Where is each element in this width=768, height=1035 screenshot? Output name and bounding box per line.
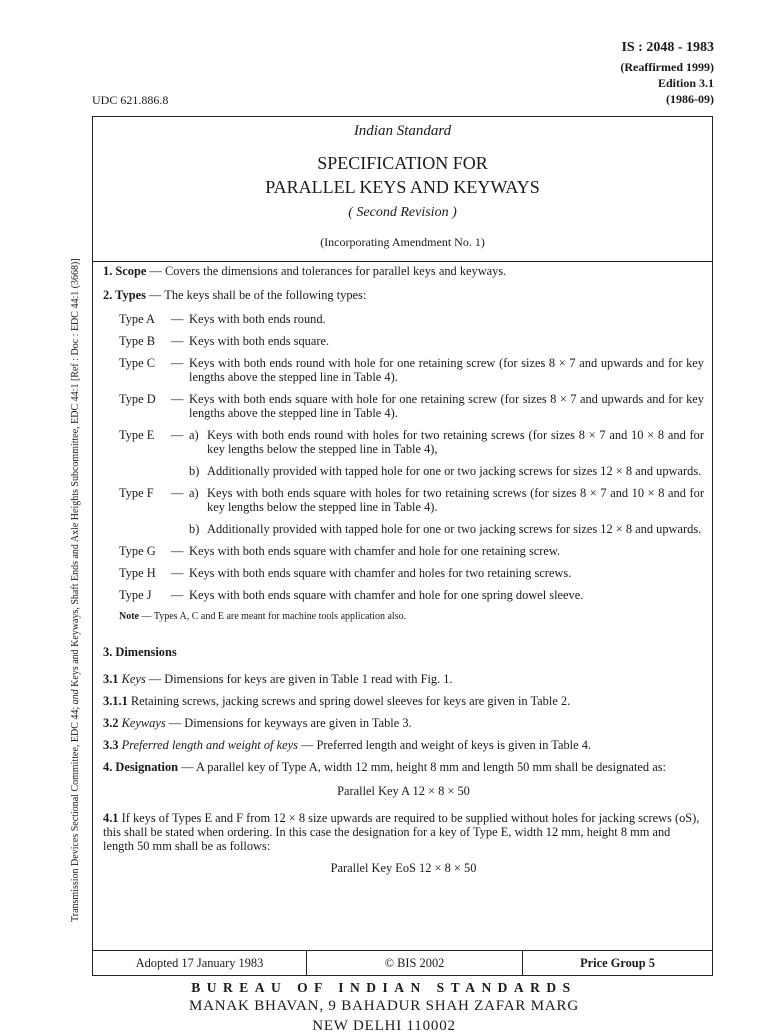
type-row (103, 428, 704, 456)
type-description: Keys with both ends square with chamfer and holes for two retaining screws. (189, 566, 572, 580)
clause-3-1-1 (103, 694, 704, 708)
clause-title: Preferred length and weight of keys (121, 738, 298, 752)
amendment-label: (Incorporating Amendment No. 1) (320, 235, 485, 249)
clause-text: If keys of Types E and F from 12 × 8 size upwards are required to be supplied without holes for jacking screws (oS), this shall be stated when ordering. In this case the designation for a key of Type E, width 12 mm, height 8 mm and length 50 mm shall be as follows: (103, 811, 700, 853)
type-dash: — (171, 334, 184, 348)
clause-number: 3.1 (103, 672, 119, 686)
type-description: Additionally provided with tapped hole for one or two jacking screws for sizes 12 × 8 and upwards. (207, 522, 702, 536)
dimensions-heading-text: 3. Dimensions (103, 645, 177, 659)
scope-text: — Covers the dimensions and tolerances for parallel keys and keyways. (146, 264, 507, 278)
type-dash: — (171, 356, 184, 370)
edition-label: Edition 3.1 (657, 76, 714, 90)
clause-number: 4.1 (103, 811, 119, 825)
type-description: Keys with both ends square with chamfer and hole for one spring dowel sleeve. (189, 588, 584, 602)
note-label: Note (119, 611, 139, 622)
type-row (103, 486, 704, 514)
designation-example: Parallel Key EoS 12 × 8 × 50 (330, 861, 477, 875)
designation-heading: 4. Designation (103, 760, 179, 774)
clause-number: 3.3 (103, 738, 119, 752)
revision-label: ( Second Revision ) (348, 205, 457, 220)
type-row (103, 522, 704, 536)
type-row (103, 356, 704, 384)
type-label: Type B (119, 334, 155, 348)
document-body (103, 264, 704, 875)
type-label: Type F (119, 486, 154, 500)
sub-item-label: b) (189, 522, 200, 536)
type-description: Additionally provided with tapped hole for one or two jacking screws for sizes 12 × 8 and upwards. (207, 464, 702, 478)
type-description: Keys with both ends round with hole for one retaining screw (for sizes 8 × 7 and upwards and for key lengths above the stepped line in Table 4). (189, 356, 704, 384)
clause-title: Keys (121, 672, 146, 686)
type-row (103, 544, 704, 558)
type-label: Type D (119, 392, 156, 406)
clause-3-1 (103, 672, 704, 686)
type-dash: — (171, 486, 184, 500)
clause-text: — Preferred length and weight of keys is given in Table 4. (297, 738, 592, 752)
committee-side-text (70, 150, 82, 922)
type-label: Type G (119, 544, 156, 558)
clause-text: — Dimensions for keyways are given in Table 3. (165, 716, 412, 730)
type-dash: — (171, 392, 184, 406)
type-description: Keys with both ends round. (189, 312, 326, 326)
standard-number: IS : 2048 - 1983 (621, 40, 714, 55)
designation-paragraph (103, 760, 704, 774)
clause-text: — Dimensions for keys are given in Table 1 read with Fig. 1. (145, 672, 453, 686)
types-intro (103, 288, 704, 302)
type-description: Keys with both ends round with holes for two retaining screws (for sizes 8 × 7 and 10 × 8 and for key lengths below the stepped line in Table 4), (207, 428, 704, 456)
edition-date: (1986-09) (666, 92, 714, 106)
scope-heading: 1. Scope (103, 264, 147, 278)
sub-item-label: b) (189, 464, 200, 478)
type-dash: — (171, 544, 184, 558)
type-dash: — (171, 428, 184, 442)
type-description: Keys with both ends square. (189, 334, 330, 348)
publisher-address-line-1: MANAK BHAVAN, 9 BAHADUR SHAH ZAFAR MARG (189, 998, 579, 1014)
title-line-2: PARALLEL KEYS AND KEYWAYS (265, 177, 540, 197)
side-text-part2: Keys and Keyways, Shaft Ends and Axle Heights Subcommittee, EDC 44:1 [Ref : Doc : EDC 44:1 (3668)] (70, 258, 81, 690)
sub-item-label: a) (189, 428, 199, 442)
type-label: Type C (119, 356, 155, 370)
clause-number: 3.2 (103, 716, 119, 730)
clause-number: 3.1.1 (103, 694, 128, 708)
clause-3-2 (103, 716, 704, 730)
standard-kicker: Indian Standard (353, 123, 452, 139)
document-title (93, 151, 712, 199)
type-description: Keys with both ends square with holes for two retaining screws (for sizes 8 × 7 and 10 × 8 and for key lengths below the stepped line in Table 4). (207, 486, 704, 514)
clause-3-3 (103, 738, 704, 752)
clause-title: Keyways (121, 716, 166, 730)
standard-frame (92, 116, 713, 976)
type-description: Keys with both ends square with chamfer and hole for one retaining screw. (189, 544, 561, 558)
type-label: Type E (119, 428, 155, 442)
type-label: Type J (119, 588, 152, 602)
clause-text: Retaining screws, jacking screws and spring dowel sleeves for keys are given in Table 2. (127, 694, 571, 708)
type-dash: — (171, 566, 184, 580)
designation-text: — A parallel key of Type A, width 12 mm, height 8 mm and length 50 mm shall be designated as: (178, 760, 666, 774)
type-row (103, 392, 704, 420)
clause-4-1 (103, 811, 704, 853)
reaffirmed-note: (Reaffirmed 1999) (620, 60, 714, 74)
publisher-address-line-2: NEW DELHI 110002 (312, 1018, 456, 1034)
types-heading: 2. Types (103, 288, 146, 302)
side-text-and: and (70, 689, 81, 705)
type-row (103, 566, 704, 580)
types-note (103, 610, 704, 624)
scope-paragraph (103, 264, 704, 278)
publisher-name: BUREAU OF INDIAN STANDARDS (191, 980, 577, 995)
title-line-1: SPECIFICATION FOR (317, 153, 488, 173)
designation-example: Parallel Key A 12 × 8 × 50 (337, 784, 470, 798)
note-text: — Types A, C and E are meant for machine tools application also. (139, 611, 407, 622)
footer-row (93, 950, 712, 975)
type-dash: — (171, 312, 184, 326)
type-label: Type H (119, 566, 156, 580)
sub-item-label: a) (189, 486, 199, 500)
price-group: Price Group 5 (580, 955, 655, 970)
type-description: Keys with both ends square with hole for one retaining screw (for sizes 8 × 7 and upwards and for key lengths above the stepped line in Table 4). (189, 392, 704, 420)
udc-code: UDC 621.886.8 (92, 93, 169, 107)
type-label: Type A (119, 312, 155, 326)
type-row (103, 588, 704, 602)
adoption-date: Adopted 17 January 1983 (93, 951, 307, 975)
type-row (103, 464, 704, 478)
type-row (103, 334, 704, 348)
types-intro-text: — The keys shall be of the following types: (145, 288, 367, 302)
dimensions-heading (103, 645, 704, 659)
type-dash: — (171, 588, 184, 602)
copyright-notice: © BIS 2002 (307, 951, 523, 975)
title-block (93, 117, 712, 262)
side-text-part1: Transmission Devices Sectional Committee, EDC 44; (70, 704, 81, 922)
type-row (103, 312, 704, 326)
